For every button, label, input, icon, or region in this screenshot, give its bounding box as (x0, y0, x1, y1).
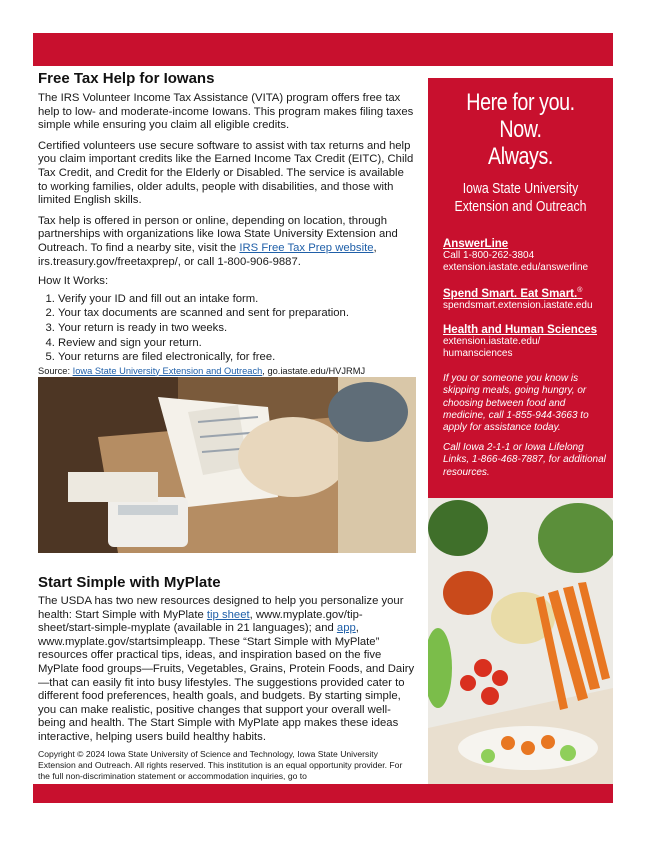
myplate-paragraph: The USDA has two new resources designed to help you personalize your health: Start Simple with MyPlate tip sheet, www.myplate.gov/tip-sheet/start-simple-myplate (available in 21 languages); and app, www.myplate.gov/startsimpleapp. These “Start Simple with MyPlate” resources offer practical tips, ideas, and inspiration based on the five MyPlate food groups—Fruits, Vegetables, Grains, Protein Foods, and Dairy—that can easily fit into busy lifestyles. The suggestions provided cater to different food preferences, health goals, and budgets. By starting simple, you can make realistic, positive changes that support your overall well-being and health. The Start Simple with MyPlate app makes these ideas interactive, helping users build healthy habits. (38, 595, 415, 743)
tax-paperwork-photo (38, 377, 416, 553)
top-banner (33, 33, 613, 66)
hhs-block (443, 324, 613, 361)
org-name: Iowa State University Extension and Outreach (454, 180, 587, 215)
answerline-link[interactable]: AnswerLine (443, 238, 509, 250)
bottom-banner (33, 784, 613, 803)
hhs-link[interactable]: Health and Human Sciences (443, 324, 598, 337)
slogan: Here for you. Now. Always. (466, 89, 575, 170)
copyright-footer: Copyright © 2024 Iowa State University of Science and Technology, Iowa State University Extension and Outreach. All rights reserved. This institution is an equal opportunity provider. For the full non-discrimination statement or accommodation inquiries, go to (38, 749, 416, 794)
list-item: 4. Review and sign your return. (58, 336, 416, 351)
vegetables-photo (428, 498, 613, 784)
irs-free-tax-prep-link[interactable]: IRS Free Tax Prep website (239, 241, 374, 254)
myplate-heading: Start Simple with MyPlate (38, 574, 221, 591)
steps-list (38, 292, 416, 365)
spend-smart-link[interactable]: Spend Smart. Eat Smart.® (443, 286, 583, 300)
resources-note: Call Iowa 2-1-1 or Iowa Lifelong Links, 1-866-468-7887, for additional resources. (443, 441, 606, 478)
source-link[interactable]: Iowa State University Extension and Outreach (72, 365, 263, 376)
spend-smart-url: spendsmart.extension.iastate.edu (443, 299, 593, 311)
list-item: 5. Your returns are filed electronically, for free. (58, 350, 416, 365)
food-assistance-note: If you or someone you know is skipping meals, going hungry, or choosing between food and medicine, call 1-855-944-3663 to apply for assistance today. (443, 372, 589, 434)
main-column (38, 70, 416, 377)
list-item: 2. Your tax documents are scanned and sent for preparation. (58, 306, 416, 321)
source-line: Source: Iowa State University Extension and Outreach, go.iastate.edu/HVJRMJ (38, 365, 366, 376)
myplate-section (38, 574, 416, 793)
vegetables-illustration (428, 498, 613, 784)
list-item: 1. Verify your ID and fill out an intake form. (58, 292, 416, 307)
tax-volunteers-paragraph: Certified volunteers use secure software to assist with tax returns and help you claim important credits like the Earned Income Tax Credit (EITC), Child Tax Credit, and Credit for the Elderly or Disabled. The service is available to working families, older adults, people with disabilities, and those with limited English skills. (38, 139, 414, 207)
tax-location-paragraph: Tax help is offered in person or online, depending on location, through partnerships with organizations like Iowa State University Extension and Outreach. To find a nearby site, visit the IRS Free Tax Prep website, irs.treasury.gov/freetaxprep/, or call 1-800-906-9887. (38, 214, 398, 268)
answerline-phone: Call 1-800-262-3804 (443, 250, 535, 261)
list-item: 3. Your return is ready in two weeks. (58, 321, 416, 336)
spend-smart-block (443, 287, 613, 312)
tax-help-heading: Free Tax Help for Iowans (38, 70, 215, 87)
answerline-block (443, 238, 613, 275)
app-link[interactable]: app (336, 622, 356, 635)
how-it-works-label: How It Works: (38, 275, 109, 288)
tax-photo-illustration (38, 377, 416, 553)
hhs-url: extension.iastate.edu/ (443, 336, 541, 348)
tax-intro-paragraph: The IRS Volunteer Income Tax Assistance (VITA) program offers free tax help to low- and moderate-income Iowans. This program makes filing taxes simple while ensuring you claim all eligible credits. (38, 92, 414, 132)
tip-sheet-link[interactable]: tip sheet (206, 608, 250, 621)
hhs-url-cont: humansciences (443, 348, 513, 360)
sidebar-panel (428, 78, 613, 498)
answerline-url: extension.iastate.edu/answerline (443, 262, 589, 274)
